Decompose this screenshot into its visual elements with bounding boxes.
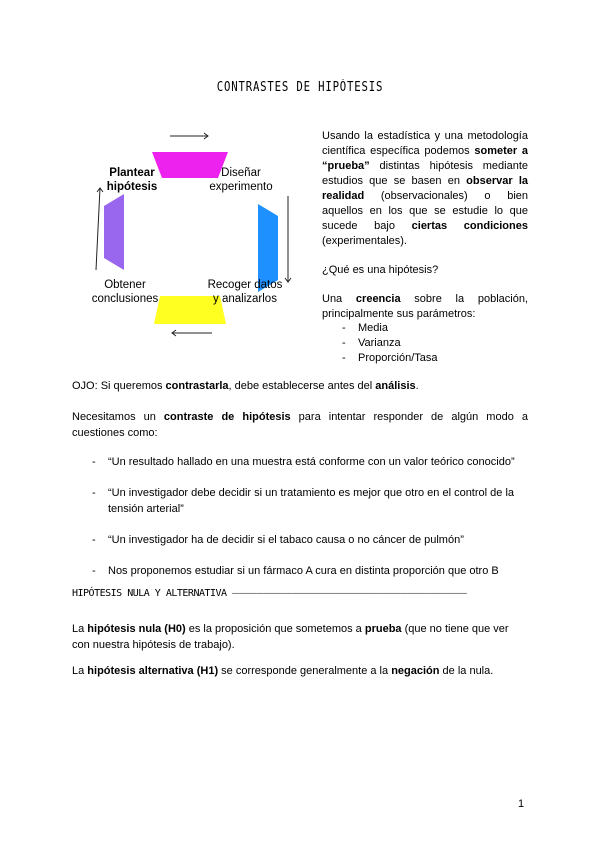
list-item: - “Un investigador debe decidir si un tratamiento es mejor que otro en el control de la tensión arterial” — [92, 485, 528, 517]
alternative-hypothesis-paragraph: La hipótesis alternativa (H1) se corresponde generalmente a la negación de la nula. — [72, 665, 494, 677]
step-design-line1: Diseñar — [221, 167, 261, 179]
list-item: - “Un investigador ha de decidir si el tabaco causa o no cáncer de pulmón” — [92, 532, 528, 548]
question-list — [92, 454, 528, 594]
hypothesis-cycle-diagram — [80, 130, 305, 340]
section-rule: ––––––––––––––––––––––––––––––––––––––– — [232, 588, 467, 599]
list-item: - Proporción/Tasa — [342, 351, 522, 366]
intro-question: ¿Qué es una hipótesis? — [322, 264, 439, 276]
step-collect-line2: y analizarlos — [213, 293, 277, 305]
list-item: - “Un resultado hallado en una muestra está conforme con un valor teórico conocido” — [92, 454, 528, 470]
list-item: - Nos proponemos estudiar si un fármaco A cura en distinta proporción que otro B — [92, 563, 528, 579]
step-conclude-line2: conclusiones — [91, 293, 159, 305]
step-design-line2: experimento — [209, 181, 273, 193]
segment-plan — [152, 152, 228, 178]
list-item: - Media — [342, 321, 522, 336]
list-item: - Varianza — [342, 336, 522, 351]
parameter-list — [342, 321, 522, 366]
step-plan-line2: hipótesis — [106, 181, 158, 193]
ojo-note: OJO: Si queremos contrastarla, debe establecerse antes del análisis. — [72, 380, 419, 392]
section-heading: HIPÓTESIS NULA Y ALTERNATIVA ––––––––––––––––––––––––––––––––––––––– — [72, 588, 467, 599]
intro-paragraph: Usando la estadística y una metodología científica específica podemos someter a “prueba” distintas hipótesis mediante estudios que se basen en observar la realidad (observacionales) o bien aquellos en los que se estudie lo que sucede bajo ciertas condiciones (experimentales). — [322, 130, 529, 247]
hypothesis-definition: Una creencia sobre la población, principalmente sus parámetros: — [322, 293, 528, 320]
null-hypothesis-paragraph: La hipótesis nula (H0) es la proposición que sometemos a prueba (que no tiene que ver con nuestra hipótesis de trabajo). — [72, 623, 509, 651]
page-number: 1 — [518, 798, 525, 810]
page-title: CONTRASTES DE HIPÓTESIS — [216, 80, 384, 95]
step-plan-line1: Plantear — [109, 167, 155, 179]
step-collect-line1: Recoger datos — [207, 279, 283, 291]
step-conclude-line1: Obtener — [104, 279, 146, 291]
segment-conclude — [104, 194, 124, 270]
need-paragraph: Necesitamos un contraste de hipótesis para intentar responder de algún modo a cuestiones como: — [72, 411, 528, 439]
left-arrow — [96, 188, 100, 270]
intro-text — [322, 129, 528, 336]
